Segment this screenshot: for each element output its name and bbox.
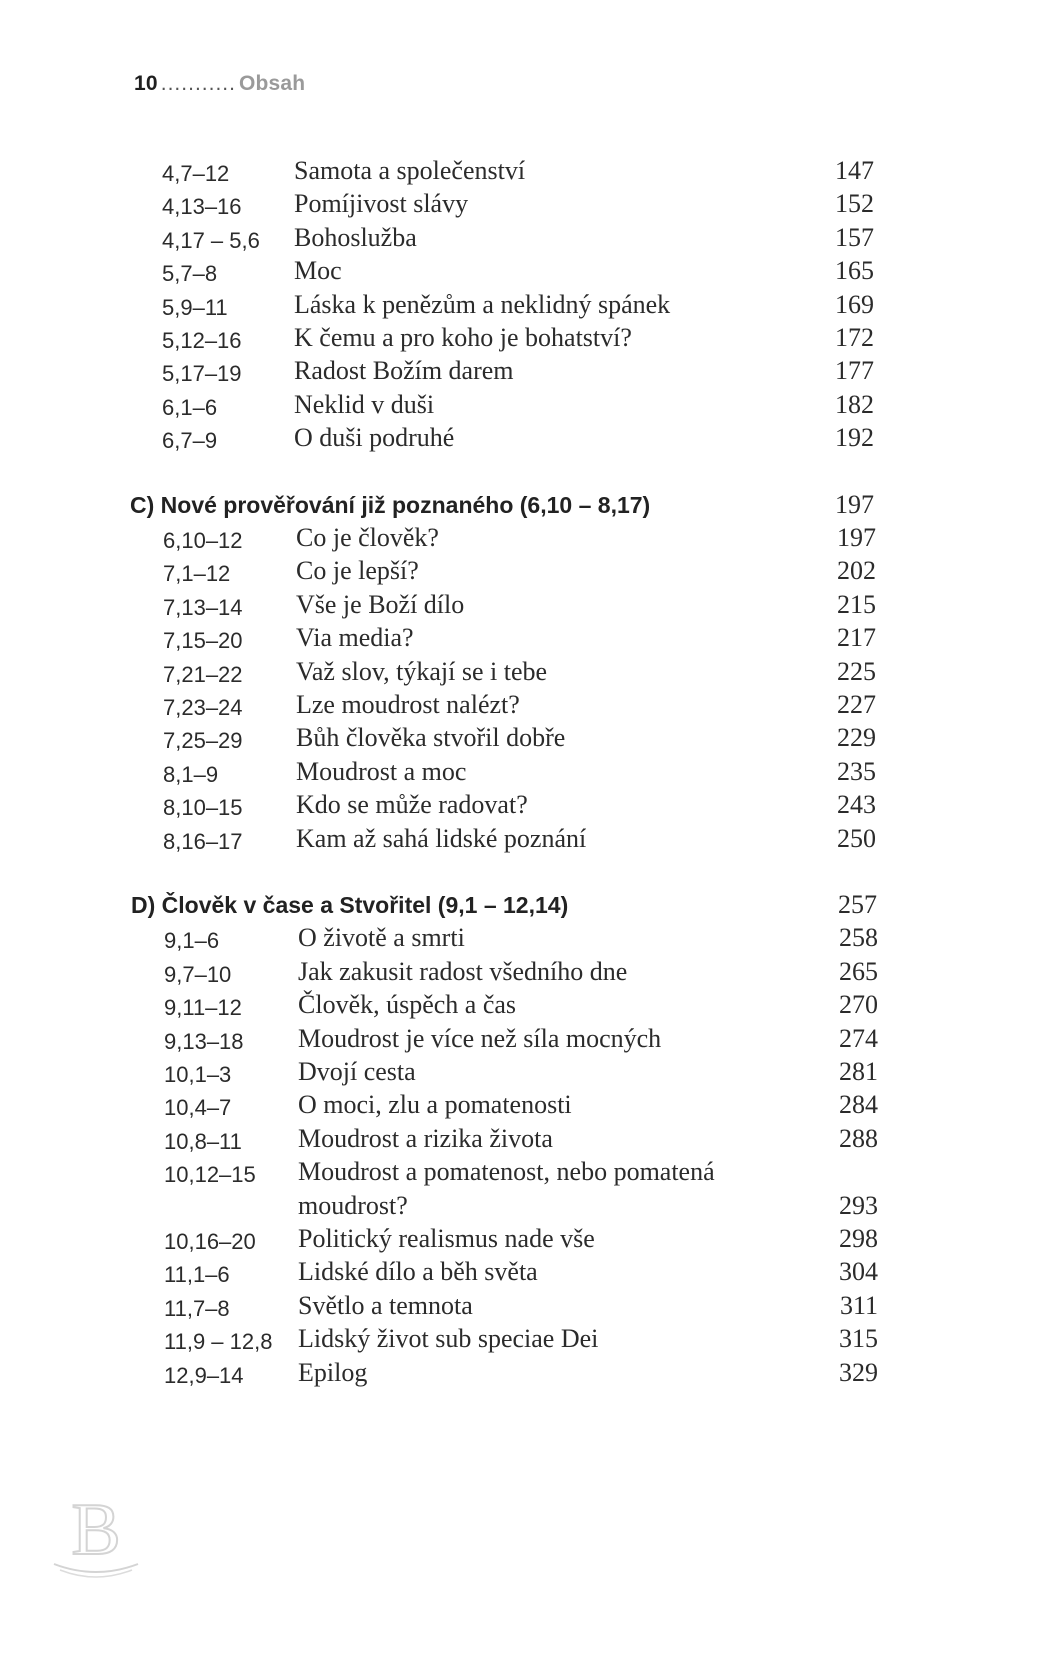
toc-entry-page: 315 <box>839 1324 878 1354</box>
toc-entry-reference: 4,17 – 5,6 <box>162 227 260 253</box>
toc-entry-title: Moudrost je více než síla mocných <box>298 1023 662 1053</box>
toc-entry-page: 177 <box>835 356 874 386</box>
toc-entry-page: 281 <box>839 1057 878 1086</box>
toc-entry-title: O duši podruhé <box>294 423 455 453</box>
toc-entry-reference: 7,1–12 <box>163 561 231 587</box>
toc-entry-reference: 10,8–11 <box>164 1128 242 1154</box>
toc-entry-reference: 7,15–20 <box>163 628 243 654</box>
toc-entry-title: Moudrost a moc <box>296 756 467 786</box>
toc-entry-reference: 9,13–18 <box>164 1028 244 1054</box>
toc-entry-title-continued: moudrost? <box>298 1190 408 1220</box>
toc-entry-reference: 4,7–12 <box>162 161 230 186</box>
toc-entry-title: Epilog <box>298 1357 368 1387</box>
toc-entry-title: Lidský život sub speciae Dei <box>298 1324 599 1354</box>
toc-entry-title: Moudrost a pomatenost, nebo pomatená <box>298 1157 715 1187</box>
toc-entry-reference: 5,9–11 <box>162 294 228 320</box>
toc-entry-page: 298 <box>839 1224 878 1253</box>
toc-entry-title: Člověk, úspěch a čas <box>298 990 517 1020</box>
toc-entry-title: Politický realismus nade vše <box>298 1224 595 1253</box>
toc-entry-reference: 11,7–8 <box>164 1295 230 1321</box>
toc-entry-title: Moudrost a rizika života <box>298 1123 553 1153</box>
toc-entry-page: 197 <box>837 523 876 552</box>
section-heading-c: C) Nové prověřování již poznaného (6,10 – 8,17) <box>130 491 651 518</box>
toc-entry-title: Vše je Boží dílo <box>296 589 465 619</box>
toc-entry-title: Važ slov, týkají se i tebe <box>296 656 548 686</box>
toc-entry-title: Radost Božím darem <box>294 356 514 386</box>
toc-entry-reference: 9,11–12 <box>164 995 242 1021</box>
toc-entry-title: Via media? <box>296 623 414 653</box>
toc-entry-reference: 6,7–9 <box>162 428 218 454</box>
toc-entry-title: Bůh člověka stvořil dobře <box>296 723 566 753</box>
section-c-page: 197 <box>835 489 874 519</box>
toc-entry-reference: 7,13–14 <box>163 594 243 620</box>
toc-entry-page: 202 <box>837 556 876 586</box>
toc-entry-reference: 5,12–16 <box>162 328 242 353</box>
toc-entry-page: 152 <box>835 189 874 219</box>
toc-entry-page: 311 <box>839 1290 878 1320</box>
toc-entry-page: 217 <box>837 623 876 653</box>
toc-entry-title: Co je lepší? <box>296 556 419 586</box>
toc-entry-page: 229 <box>837 723 876 753</box>
toc-entry-reference: 5,7–8 <box>162 261 218 287</box>
toc-entry-page: 258 <box>839 923 878 953</box>
toc-entry-page: 172 <box>835 323 874 352</box>
toc-entry-reference: 8,10–15 <box>163 795 243 821</box>
toc-entry-page: 304 <box>839 1257 878 1287</box>
toc-entry-page: 225 <box>837 656 876 686</box>
toc-entry-page: 165 <box>835 256 874 286</box>
toc-entry-page: 265 <box>839 956 878 986</box>
toc-entry-title: Kdo se může radovat? <box>296 790 528 820</box>
toc-entry-reference: 4,13–16 <box>162 194 242 220</box>
toc-entry-title: O moci, zlu a pomatenosti <box>298 1090 572 1120</box>
toc-entry-reference: 5,17–19 <box>162 361 242 387</box>
toc-entry-title: O životě a smrti <box>298 923 465 953</box>
toc-entry-title: K čemu a pro koho je bohatství? <box>294 323 632 352</box>
toc-entry-reference: 9,7–10 <box>164 961 232 987</box>
toc-entry-page: 227 <box>837 690 876 719</box>
toc-entry-page: 243 <box>837 790 876 820</box>
leader-dots: ........... <box>160 72 236 95</box>
toc-entry-reference: 10,16–20 <box>164 1229 256 1254</box>
toc-entry-title: Láska k penězům a neklidný spánek <box>294 289 671 319</box>
toc-entry-page: 215 <box>837 589 876 619</box>
toc-entry-title: Dvojí cesta <box>298 1057 416 1086</box>
toc-entry-title: Lze moudrost nalézt? <box>296 690 520 719</box>
toc-entry-page: 192 <box>835 423 874 453</box>
toc-entry-reference: 7,25–29 <box>163 728 243 754</box>
toc-entry-page: 329 <box>839 1357 878 1387</box>
toc-entry-reference: 7,21–22 <box>163 661 243 687</box>
toc-entry-reference: 9,1–6 <box>164 928 220 954</box>
toc-entry-reference: 12,9–14 <box>164 1362 244 1388</box>
toc-entry-reference: 10,4–7 <box>164 1095 232 1121</box>
toc-entry-title: Kam až sahá lidské poznání <box>296 823 587 853</box>
toc-entry-page: 235 <box>837 756 876 786</box>
toc-entry-reference: 8,1–9 <box>163 761 219 787</box>
toc-entry-reference: 10,1–3 <box>164 1062 232 1087</box>
toc-entry-reference: 8,16–17 <box>163 828 243 854</box>
toc-entry-title: Neklid v duši <box>294 389 435 419</box>
section-heading-d: D) Člověk v čase a Stvořitel (9,1 – 12,14) <box>131 892 569 918</box>
toc-entry-title: Jak zakusit radost všedního dne <box>298 956 628 986</box>
toc-entry-page: 284 <box>839 1090 878 1120</box>
toc-entry-reference: 6,1–6 <box>162 394 218 420</box>
running-head-label: Obsah <box>238 72 306 95</box>
running-head <box>134 72 305 96</box>
toc-entry-reference: 10,12–15 <box>164 1162 256 1188</box>
toc-entry-page: 169 <box>835 289 874 319</box>
toc-entry-title: Světlo a temnota <box>298 1290 473 1320</box>
toc-entry-reference: 11,9 – 12,8 <box>164 1329 273 1355</box>
toc-entry-reference: 7,23–24 <box>163 695 243 720</box>
publisher-logo-icon <box>48 1492 144 1578</box>
toc-entry-page: 274 <box>839 1023 878 1053</box>
toc-entry-title: Pomíjivost slávy <box>294 189 469 219</box>
toc-entry-page: 157 <box>835 222 874 252</box>
toc-entry-title: Co je člověk? <box>296 523 439 552</box>
toc-entry-title: Lidské dílo a běh světa <box>298 1257 538 1287</box>
toc-entry-page: 250 <box>837 823 876 853</box>
toc-entry-page: 293 <box>839 1190 878 1220</box>
toc-entry-page: 270 <box>839 990 878 1020</box>
toc-entry-page: 182 <box>835 389 874 419</box>
toc-entry-title: Samota a společenství <box>294 156 526 185</box>
section-d-page: 257 <box>838 890 877 919</box>
watermark-letter: B <box>71 1492 121 1571</box>
toc-entry-reference: 6,10–12 <box>163 528 243 553</box>
toc-entry-reference: 11,1–6 <box>164 1262 230 1288</box>
toc-entry-title: Moc <box>294 256 342 286</box>
page-number: 10 <box>134 72 158 95</box>
toc-entry-title: Bohoslužba <box>294 222 417 252</box>
toc-entry-page: 147 <box>835 156 874 185</box>
toc-entry-page: 288 <box>839 1123 878 1153</box>
